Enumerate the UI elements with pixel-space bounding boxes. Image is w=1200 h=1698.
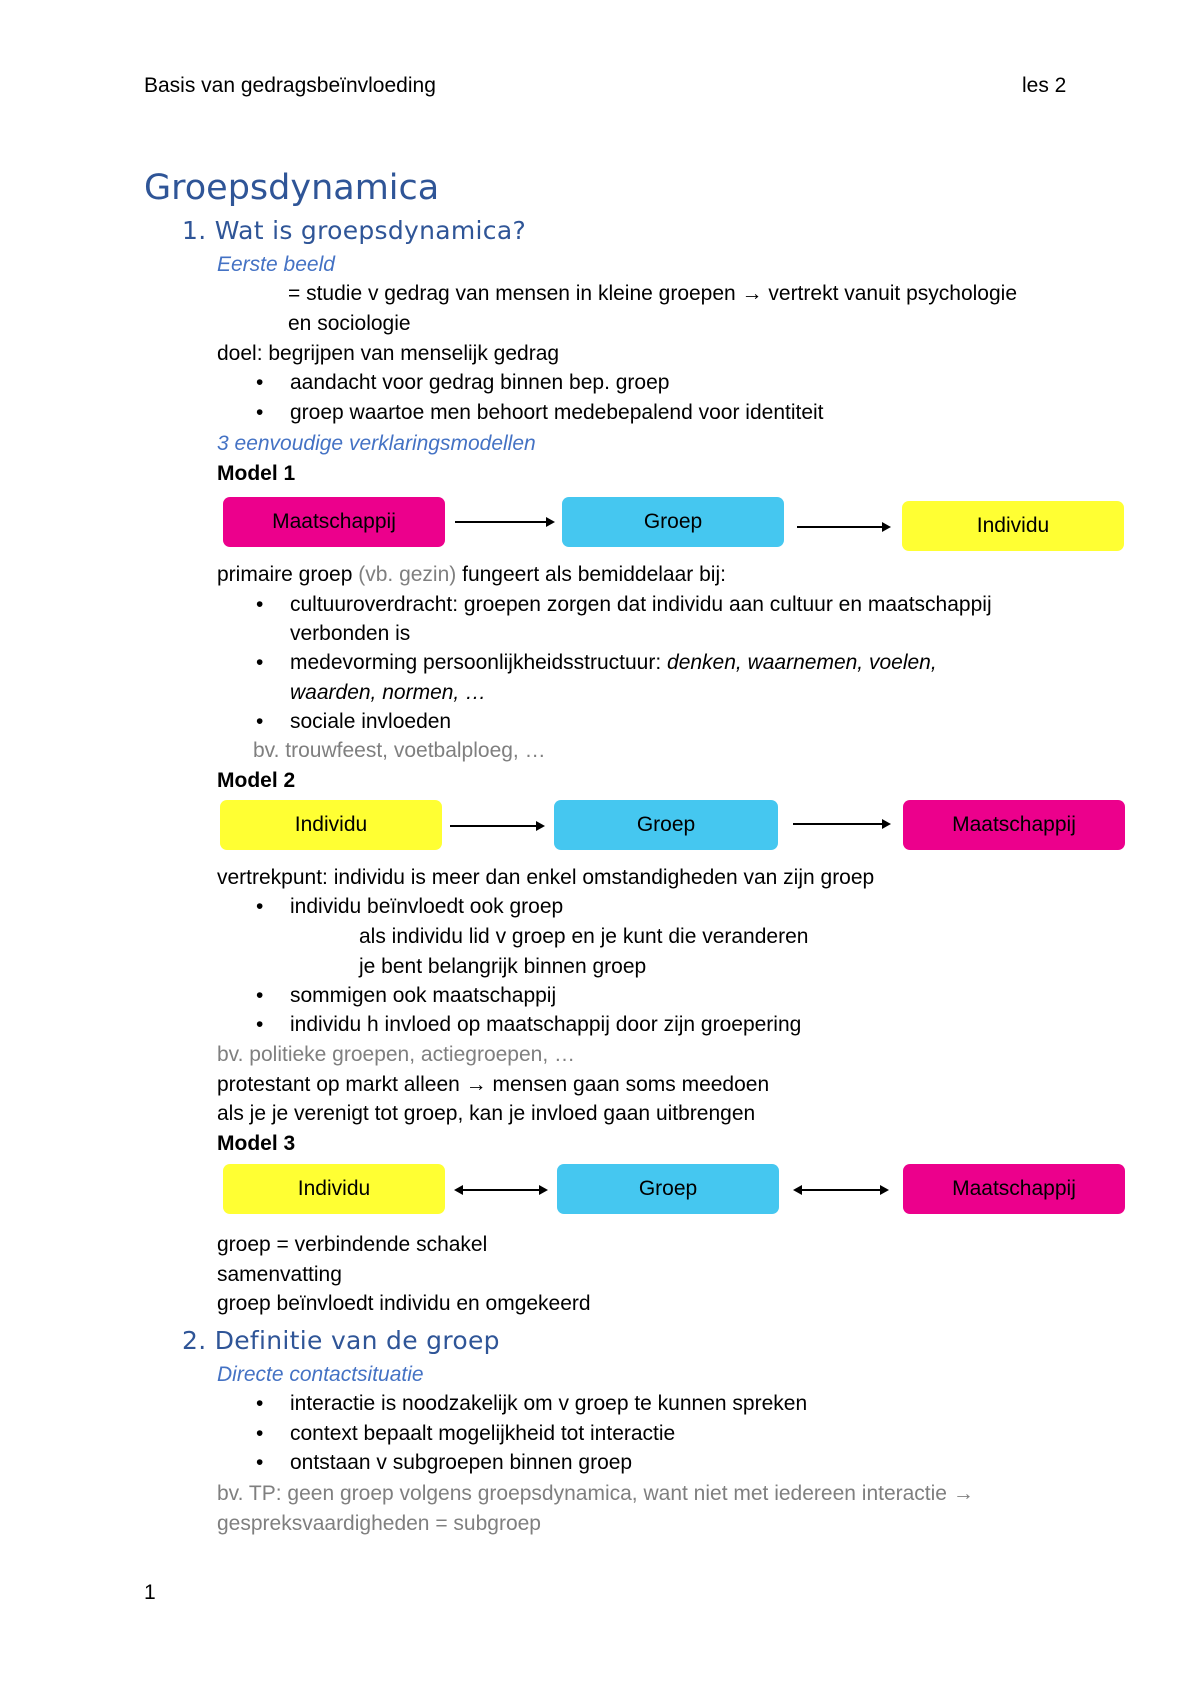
model-1-bullet-1-cont: verbonden is bbox=[290, 622, 411, 645]
model-1-description: primaire groep (vb. gezin) fungeert als bemiddelaar bij: bbox=[217, 563, 726, 586]
page-number: 1 bbox=[144, 1581, 156, 1604]
model-2-description: vertrekpunt: individu is meer dan enkel omstandigheden van zijn groep bbox=[217, 866, 875, 889]
model-3-box-groep: Groep bbox=[557, 1164, 779, 1214]
subheading-verklaringsmodellen: 3 eenvoudige verklaringsmodellen bbox=[217, 432, 536, 455]
section-2-example-line-2: gespreksvaardigheden = subgroep bbox=[217, 1512, 541, 1535]
model-1-arrow-1 bbox=[455, 521, 553, 523]
model-2-bullet-2: • sommigen ook maatschappij bbox=[290, 984, 556, 1008]
document-title: Groepsdynamica bbox=[144, 168, 440, 208]
model-2-bullet-1-sub-2: je bent belangrijk binnen groep bbox=[359, 955, 647, 978]
doel-bullet-2: • groep waartoe men behoort medebepalend voor identiteit bbox=[290, 401, 824, 425]
model-2-box-individu: Individu bbox=[220, 800, 442, 850]
doel-line: doel: begrijpen van menselijk gedrag bbox=[217, 342, 560, 365]
model-3-box-individu: Individu bbox=[223, 1164, 445, 1214]
model-2-line-1: protestant op markt alleen → mensen gaan soms meedoen bbox=[217, 1073, 770, 1096]
model-2-arrow-1 bbox=[450, 825, 543, 827]
section-2-heading: 2. Definitie van de groep bbox=[182, 1326, 500, 1355]
model-1-label: Model 1 bbox=[217, 462, 296, 485]
model-1-bullet-3: • sociale invloeden bbox=[290, 710, 451, 734]
model-2-example: bv. politieke groepen, actiegroepen, … bbox=[217, 1043, 576, 1066]
definition-line-2: en sociologie bbox=[288, 312, 411, 335]
section-2-example-line-1: bv. TP: geen groep volgens groepsdynamica, want niet met iedereen interactie → bbox=[217, 1482, 974, 1505]
model-3-box-maatschappij: Maatschappij bbox=[903, 1164, 1125, 1214]
model-1-example: bv. trouwfeest, voetbalploeg, … bbox=[253, 739, 546, 762]
section-2-bullet-3: • ontstaan v subgroepen binnen groep bbox=[290, 1451, 632, 1475]
section-2-bullet-1: • interactie is noodzakelijk om v groep te kunnen spreken bbox=[290, 1392, 807, 1416]
model-2-bullet-3: • individu h invloed op maatschappij door zijn groepering bbox=[290, 1013, 801, 1037]
model-3-line-3: groep beïnvloedt individu en omgekeerd bbox=[217, 1292, 591, 1315]
subheading-directe-contactsituatie: Directe contactsituatie bbox=[217, 1363, 424, 1386]
model-3-arrow-1 bbox=[456, 1189, 546, 1191]
doel-bullet-1: • aandacht voor gedrag binnen bep. groep bbox=[290, 371, 669, 395]
model-1-box-maatschappij: Maatschappij bbox=[223, 497, 445, 547]
model-2-arrow-2 bbox=[793, 823, 889, 825]
model-1-bullet-2: • medevorming persoonlijkheidsstructuur: denken, waarnemen, voelen, bbox=[290, 651, 937, 675]
section-1-heading: 1. Wat is groepsdynamica? bbox=[182, 216, 527, 245]
model-1-bullet-1: • cultuuroverdracht: groepen zorgen dat individu aan cultuur en maatschappij bbox=[290, 593, 992, 617]
model-2-box-groep: Groep bbox=[554, 800, 778, 850]
model-1-bullet-2-cont: waarden, normen, … bbox=[290, 681, 487, 704]
model-3-line-2: samenvatting bbox=[217, 1263, 342, 1286]
model-2-box-maatschappij: Maatschappij bbox=[903, 800, 1125, 850]
model-3-label: Model 3 bbox=[217, 1132, 296, 1155]
model-3-arrow-2 bbox=[795, 1189, 887, 1191]
header-title: Basis van gedragsbeïnvloeding bbox=[144, 74, 436, 97]
model-1-box-groep: Groep bbox=[562, 497, 784, 547]
model-1-arrow-2 bbox=[797, 526, 889, 528]
model-2-bullet-1-sub-1: als individu lid v groep en je kunt die veranderen bbox=[359, 925, 809, 948]
model-2-line-2: als je je verenigt tot groep, kan je invloed gaan uitbrengen bbox=[217, 1102, 756, 1125]
subheading-eerste-beeld: Eerste beeld bbox=[217, 253, 335, 276]
model-2-bullet-1: • individu beïnvloedt ook groep bbox=[290, 895, 563, 919]
model-3-line-1: groep = verbindende schakel bbox=[217, 1233, 488, 1256]
model-1-box-individu: Individu bbox=[902, 501, 1124, 551]
section-2-bullet-2: • context bepaalt mogelijkheid tot interactie bbox=[290, 1422, 675, 1446]
definition-line-1: = studie v gedrag van mensen in kleine groepen → vertrekt vanuit psychologie bbox=[288, 282, 1018, 305]
model-2-label: Model 2 bbox=[217, 769, 296, 792]
header-lesson: les 2 bbox=[1022, 74, 1067, 97]
